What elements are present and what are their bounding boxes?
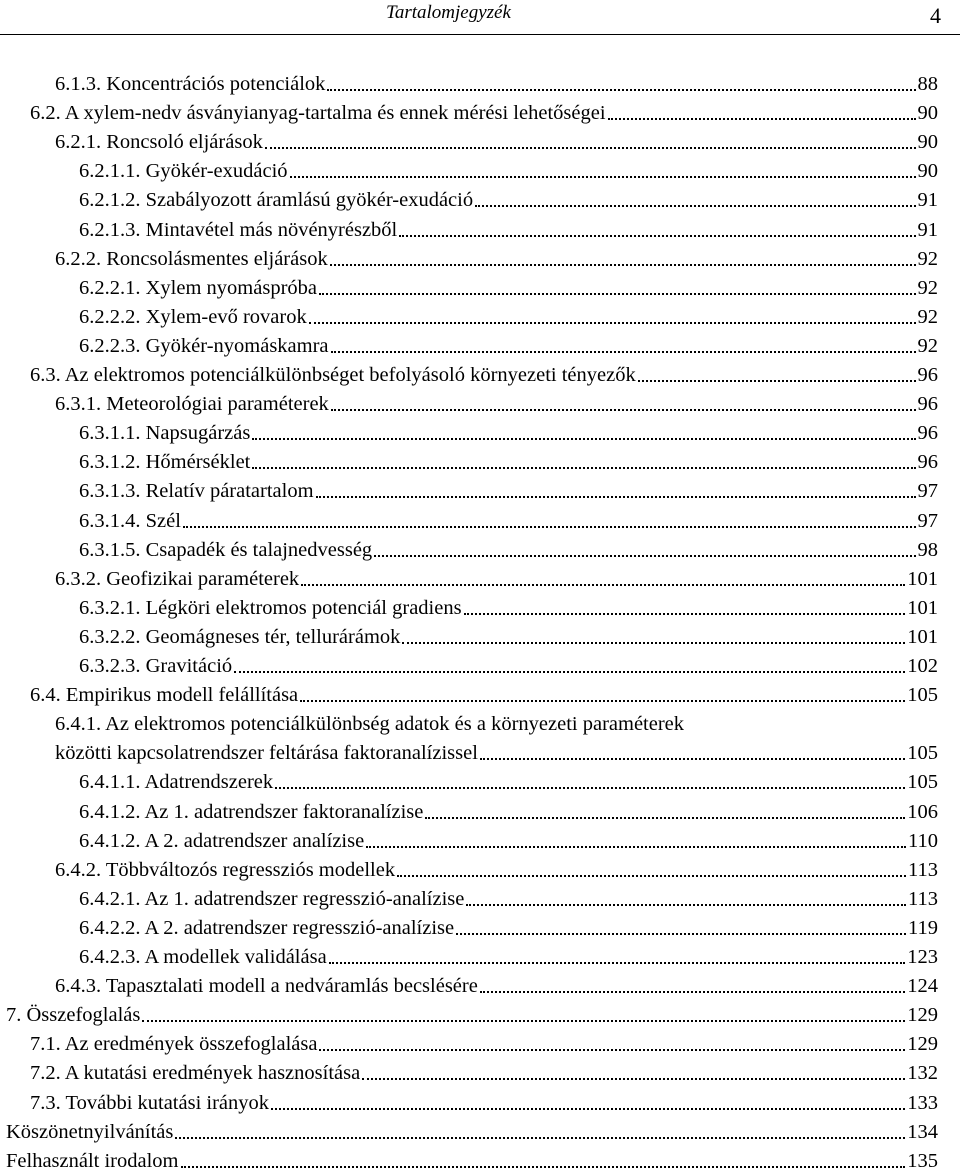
toc-leader-dots (275, 786, 905, 789)
toc-entry-title: 6.3.1.1. Napsugárzás (79, 422, 251, 445)
toc-entry-page: 123 (907, 946, 938, 968)
toc-entry-page: 113 (908, 858, 938, 881)
toc-entry-page: 105 (907, 684, 938, 707)
toc-entry-page: 92 (917, 276, 938, 299)
toc-entry[interactable] (55, 710, 938, 738)
toc-entry-page: 98 (917, 538, 938, 561)
toc-leader-dots (480, 757, 905, 760)
toc-entry-title: 6.3.2.2. Geomágneses tér, tellurárámok (79, 625, 401, 648)
toc-entry-page: 90 (917, 160, 938, 183)
toc-entry-title: 6.2.1.2. Szabályozott áramlású gyökér-exudáció (79, 189, 474, 212)
toc-entry-title: 6.4.2.2. A 2. adatrendszer regresszió-analízise (79, 916, 455, 939)
toc-leader-dots (319, 1048, 905, 1051)
toc-entry-page: 90 (917, 102, 938, 125)
toc-entry[interactable] (30, 99, 938, 127)
toc-entry-title: 6.2.1.1. Gyökér-exudáció (79, 160, 288, 183)
toc-entry-title: 6.4.2. Többváltozós regressziós modellek (55, 858, 396, 881)
toc-leader-dots (300, 699, 905, 702)
toc-entry-page: 96 (917, 364, 938, 386)
toc-leader-dots (399, 234, 915, 237)
toc-entry-page: 92 (917, 305, 938, 328)
page-header (0, 0, 960, 35)
toc-entry[interactable] (79, 623, 938, 651)
toc-entry-page: 129 (907, 1004, 938, 1027)
toc-entry-title: 6.4.1.2. Az 1. adatrendszer faktoranalízise (79, 800, 424, 823)
toc-leader-dots (638, 379, 916, 382)
toc-leader-dots (175, 1136, 905, 1139)
toc-leader-dots (265, 146, 916, 149)
toc-entry-page: 105 (907, 771, 938, 794)
toc-entry-title: 6.3.1.3. Relatív páratartalom (79, 480, 314, 503)
toc-entry-title: 6.2. A xylem-nedv ásványianyag-tartalma és ennek mérési lehetőségei (30, 102, 606, 125)
toc-entry-title: 6.4.2.1. Az 1. adatrendszer regresszió-analízise (79, 887, 465, 910)
toc-entry[interactable] (79, 914, 938, 942)
toc-leader-dots (464, 612, 906, 615)
toc-entry[interactable] (79, 943, 938, 971)
toc-entry-title: 6.3.2. Geofizikai paraméterek (55, 567, 300, 590)
toc-leader-dots (181, 1165, 906, 1168)
toc-entry[interactable] (30, 361, 938, 389)
toc-entry-title: 6.1.3. Koncentrációs potenciálok (55, 73, 326, 95)
toc-entry-title: 6.3.2.1. Légköri elektromos potenciál gradiens (79, 596, 462, 619)
toc-entry[interactable] (79, 652, 938, 680)
toc-leader-dots (397, 874, 906, 877)
toc-entry-page: 102 (907, 655, 938, 677)
toc-entry-title: 6.2.2. Roncsolásmentes eljárások (55, 247, 328, 270)
toc-leader-dots (456, 932, 906, 935)
toc-entry-title: 7.2. A kutatási eredmények hasznosítása (30, 1062, 361, 1085)
toc-entry-title: 6.4.1. Az elektromos potenciálkülönbség adatok és a környezeti paraméterek (55, 713, 685, 736)
toc-entry-title: 6.3.1.5. Csapadék és talajnedvesség (79, 538, 373, 561)
toc-leader-dots (290, 175, 916, 178)
toc-leader-dots (402, 641, 905, 644)
toc-entry-page: 96 (917, 422, 938, 445)
toc-leader-dots (327, 88, 915, 91)
toc-entry[interactable] (79, 536, 938, 564)
toc-entry[interactable] (6, 1147, 938, 1175)
toc-leader-dots (301, 583, 905, 586)
toc-leader-dots (319, 292, 916, 295)
toc-entry[interactable] (79, 157, 938, 185)
toc-entry[interactable] (55, 128, 938, 156)
toc-entry[interactable] (55, 856, 938, 884)
toc-leader-dots (466, 903, 906, 906)
toc-entry-page: 124 (907, 975, 938, 998)
toc-leader-dots (252, 437, 915, 440)
toc-leader-dots (331, 350, 916, 353)
toc-entry[interactable] (55, 972, 938, 1000)
toc-entry-title: 6.2.1.3. Mintavétel más növényrészből (79, 218, 398, 241)
toc-entry-page: 96 (917, 451, 938, 474)
toc-entry-page: 105 (907, 742, 938, 765)
toc-leader-dots (362, 1077, 905, 1080)
toc-leader-dots (316, 495, 916, 498)
toc-entry[interactable] (30, 681, 938, 709)
toc-entry-title: 6.4.1.1. Adatrendszerek (79, 771, 274, 794)
toc-leader-dots (183, 525, 916, 528)
toc-entry[interactable] (79, 798, 938, 826)
toc-entry-title: 6.4.1.2. A 2. adatrendszer analízise (79, 829, 365, 852)
toc-entry-title: 7.3. További kutatási irányok (30, 1091, 270, 1114)
page-number: 4 (930, 3, 941, 28)
toc-entry[interactable] (30, 1030, 938, 1058)
toc-entry-title: 6.4.3. Tapasztalati modell a nedváramlás becslésére (55, 975, 478, 998)
toc-entry-title: 6.3.1.4. Szél (79, 509, 181, 532)
toc-entry-page: 90 (917, 131, 938, 154)
toc-entry[interactable] (55, 245, 938, 273)
toc-entry[interactable] (79, 332, 938, 360)
toc-entry-page: 92 (917, 247, 938, 270)
toc-leader-dots (425, 816, 905, 819)
toc-leader-dots (366, 845, 906, 848)
toc-entry[interactable] (30, 1089, 938, 1117)
toc-entry-title: közötti kapcsolatrendszer feltárása faktoranalízissel (55, 742, 478, 765)
toc-entry-title: 6.3.1.2. Hőmérséklet (79, 451, 251, 474)
toc-entry[interactable] (79, 477, 938, 505)
toc-leader-dots (329, 961, 906, 964)
toc-entry[interactable] (6, 1118, 938, 1146)
toc-entry-title: 6.3.2.3. Gravitáció (79, 655, 233, 677)
running-head-title: Tartalomjegyzék (386, 2, 511, 23)
toc-entry-page: 97 (917, 480, 938, 503)
toc-entry-title: 6.3. Az elektromos potenciálkülönbséget befolyásoló környezeti tényezők (30, 364, 636, 386)
toc-leader-dots (252, 466, 915, 469)
toc-entry-page: 110 (908, 829, 938, 852)
toc-entry[interactable] (55, 70, 938, 98)
toc-entry-page: 134 (907, 1120, 938, 1143)
toc-entry-page: 135 (907, 1149, 938, 1172)
toc-entry-page: 91 (917, 189, 938, 212)
toc-entry-page: 101 (907, 625, 938, 648)
toc-leader-dots (374, 554, 915, 557)
toc-entry[interactable] (55, 739, 938, 767)
toc-entry-page: 101 (907, 567, 938, 590)
toc-entry[interactable] (79, 507, 938, 535)
toc-leader-dots (480, 990, 905, 993)
toc-leader-dots (331, 408, 916, 411)
toc-entry-title: 6.2.2.3. Gyökér-nyomáskamra (79, 334, 329, 357)
toc-entry[interactable] (79, 186, 938, 214)
toc-entry-title: 6.4. Empirikus modell felállítása (30, 684, 299, 707)
toc-entry[interactable] (6, 1001, 938, 1029)
toc-entry-page: 129 (907, 1033, 938, 1056)
toc-entry-page: 96 (917, 393, 938, 416)
toc-entry[interactable] (79, 768, 938, 796)
toc-entry-page: 119 (908, 916, 938, 939)
toc-entry-page: 113 (908, 887, 938, 910)
toc-entry[interactable] (79, 448, 938, 476)
toc-entry[interactable] (55, 390, 938, 418)
toc-entry-title: 7.1. Az eredmények összefoglalása (30, 1033, 318, 1056)
toc-entry-title: Köszönetnyilvánítás (6, 1120, 174, 1143)
toc-entry-page: 133 (907, 1091, 938, 1114)
toc-leader-dots (234, 670, 905, 673)
toc-entry-title: 6.2.2.2. Xylem-evő rovarok (79, 305, 307, 328)
toc-entry[interactable] (79, 885, 938, 913)
toc-entry-page: 92 (917, 334, 938, 357)
toc-leader-dots (475, 204, 915, 207)
toc-entry[interactable] (79, 274, 938, 302)
toc-entry-title: 6.2.2.1. Xylem nyomáspróba (79, 276, 317, 299)
toc-entry[interactable] (30, 1059, 938, 1087)
toc-entry-title: 6.4.2.3. A modellek validálása (79, 946, 327, 968)
toc-entry-page: 97 (917, 509, 938, 532)
toc-leader-dots (608, 117, 916, 120)
toc-leader-dots (330, 263, 916, 266)
toc-entry[interactable] (55, 565, 938, 593)
toc-entry[interactable] (79, 594, 938, 622)
toc-entry-page: 106 (907, 800, 938, 823)
toc-leader-dots (142, 1019, 905, 1022)
toc-entry[interactable] (79, 419, 938, 447)
toc-entry-page: 91 (917, 218, 938, 241)
toc-entry[interactable] (79, 216, 938, 244)
toc-entry-title: 7. Összefoglalás (6, 1004, 141, 1027)
toc-entry-title: 6.3.1. Meteorológiai paraméterek (55, 393, 329, 416)
toc-entry-page: 132 (907, 1062, 938, 1085)
toc-entry-page: 88 (917, 73, 938, 95)
toc-leader-dots (271, 1107, 905, 1110)
toc-leader-dots (309, 321, 916, 324)
toc-entry-title: Felhasznált irodalom (6, 1149, 179, 1172)
toc-entry-page: 101 (907, 596, 938, 619)
toc-entry-title: 6.2.1. Roncsoló eljárások (55, 131, 263, 154)
toc-entry[interactable] (79, 827, 938, 855)
toc-entry[interactable] (79, 303, 938, 331)
